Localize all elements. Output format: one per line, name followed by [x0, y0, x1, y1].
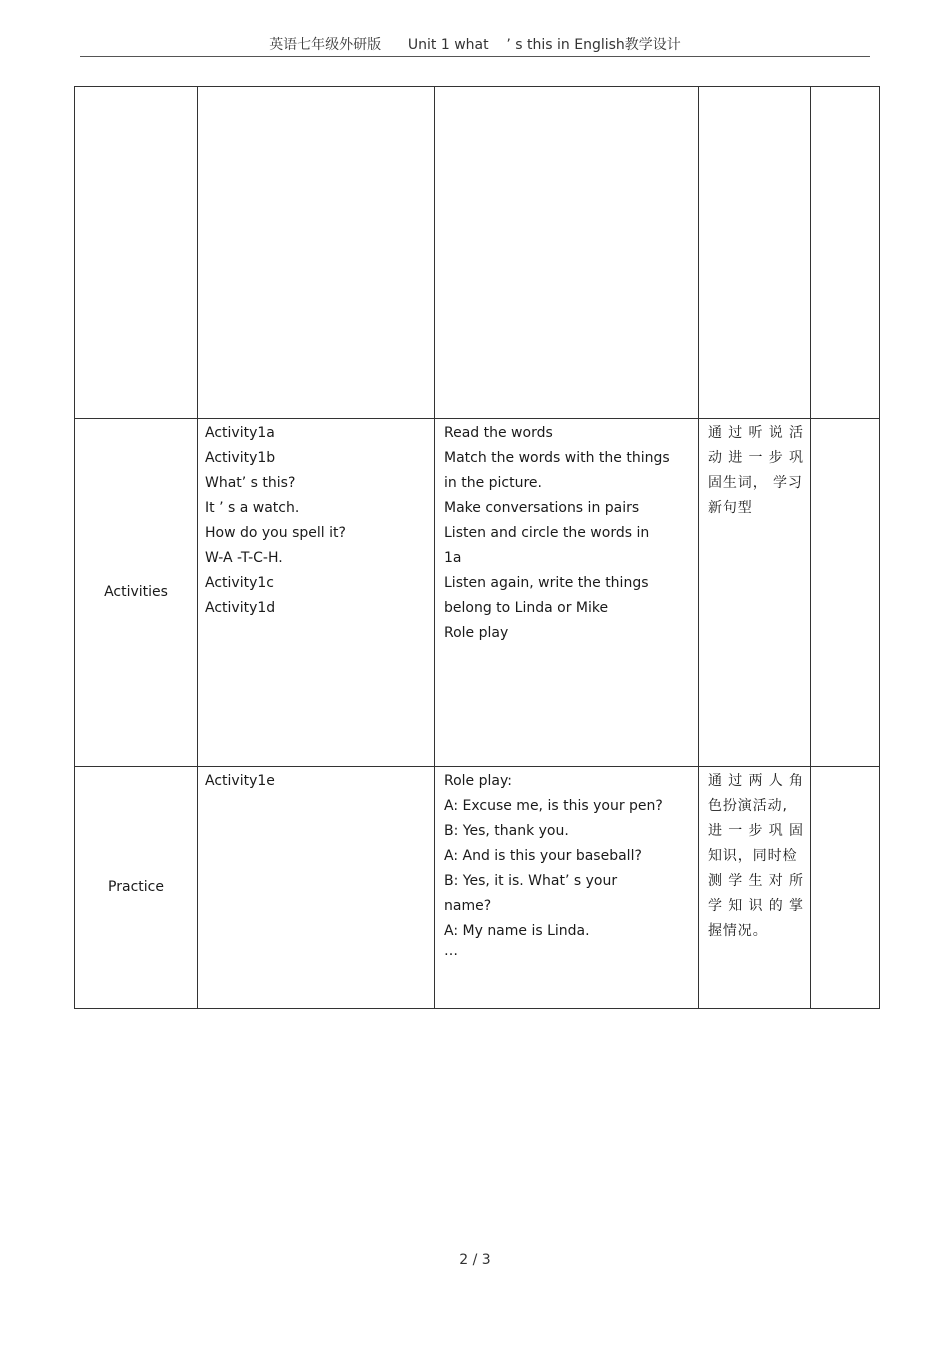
empty-cell	[811, 419, 880, 767]
purpose-line: 测 学 生 对 所	[708, 873, 804, 889]
purpose-line: 通 过 听 说 活	[708, 425, 804, 441]
stage-cell	[75, 419, 198, 767]
table-row-continued	[75, 87, 880, 419]
empty-cell	[75, 87, 198, 419]
content-line: W-A -T-C-H.	[205, 550, 283, 566]
step-line: A: Excuse me, is this your pen?	[444, 798, 663, 814]
content-line: Activity1c	[205, 575, 274, 591]
page-header: 英语七年级外研版 Unit 1 what ’ s this in English教学设计	[269, 37, 681, 53]
step-line: Make conversations in pairs	[444, 500, 640, 516]
table-row-activities	[75, 419, 880, 767]
page-number: 2 / 3	[459, 1252, 491, 1268]
step-line: Match the words with the things	[444, 450, 670, 466]
step-line: Listen again, write the things	[444, 575, 649, 591]
table-row-practice	[75, 767, 880, 1009]
purpose-line: 动 进 一 步 巩	[708, 450, 804, 466]
step-line: in the picture.	[444, 475, 542, 491]
step-line: B: Yes, thank you.	[444, 823, 569, 839]
empty-cell	[699, 87, 811, 419]
empty-cell	[811, 767, 880, 1009]
purpose-line: 握情况。	[708, 923, 768, 939]
purpose-cell	[699, 419, 811, 767]
lesson-plan-table	[74, 86, 880, 1009]
header-rule	[80, 56, 870, 57]
step-line: Listen and circle the words in	[444, 525, 650, 541]
content-line: Activity1b	[205, 450, 276, 466]
step-line: Role play:	[444, 773, 512, 789]
step-line: A: My name is Linda.	[444, 923, 590, 939]
stage-label: Practice	[108, 879, 164, 895]
content-line: How do you spell it?	[205, 525, 346, 541]
purpose-line: 知识，同时检	[708, 848, 798, 864]
steps-cell	[435, 767, 699, 1009]
content-line: It ’ s a watch.	[205, 500, 300, 516]
step-line: …	[444, 943, 458, 959]
step-line: 1a	[444, 550, 462, 566]
empty-cell	[198, 87, 435, 419]
purpose-line: 新句型	[708, 500, 753, 516]
steps-cell	[435, 419, 699, 767]
purpose-cell	[699, 767, 811, 1009]
step-line: Read the words	[444, 425, 553, 441]
content-line: Activity1a	[205, 425, 275, 441]
stage-cell	[75, 767, 198, 1009]
empty-cell	[811, 87, 880, 419]
content-cell	[198, 419, 435, 767]
purpose-line: 固生词， 学习	[708, 475, 803, 491]
step-line: B: Yes, it is. What’ s your	[444, 873, 618, 889]
purpose-line: 学 知 识 的 掌	[708, 898, 804, 914]
step-line: name?	[444, 898, 492, 914]
purpose-line: 进 一 步 巩 固	[708, 823, 804, 839]
step-line: Role play	[444, 625, 509, 641]
stage-label: Activities	[104, 584, 168, 600]
purpose-line: 通 过 两 人 角	[708, 773, 804, 789]
content-line: Activity1e	[205, 773, 275, 789]
content-cell	[198, 767, 435, 1009]
content-line: Activity1d	[205, 600, 276, 616]
content-line: What’ s this?	[205, 475, 296, 491]
purpose-line: 色扮演活动,	[708, 798, 788, 814]
empty-cell	[435, 87, 699, 419]
step-line: belong to Linda or Mike	[444, 600, 609, 616]
step-line: A: And is this your baseball?	[444, 848, 642, 864]
